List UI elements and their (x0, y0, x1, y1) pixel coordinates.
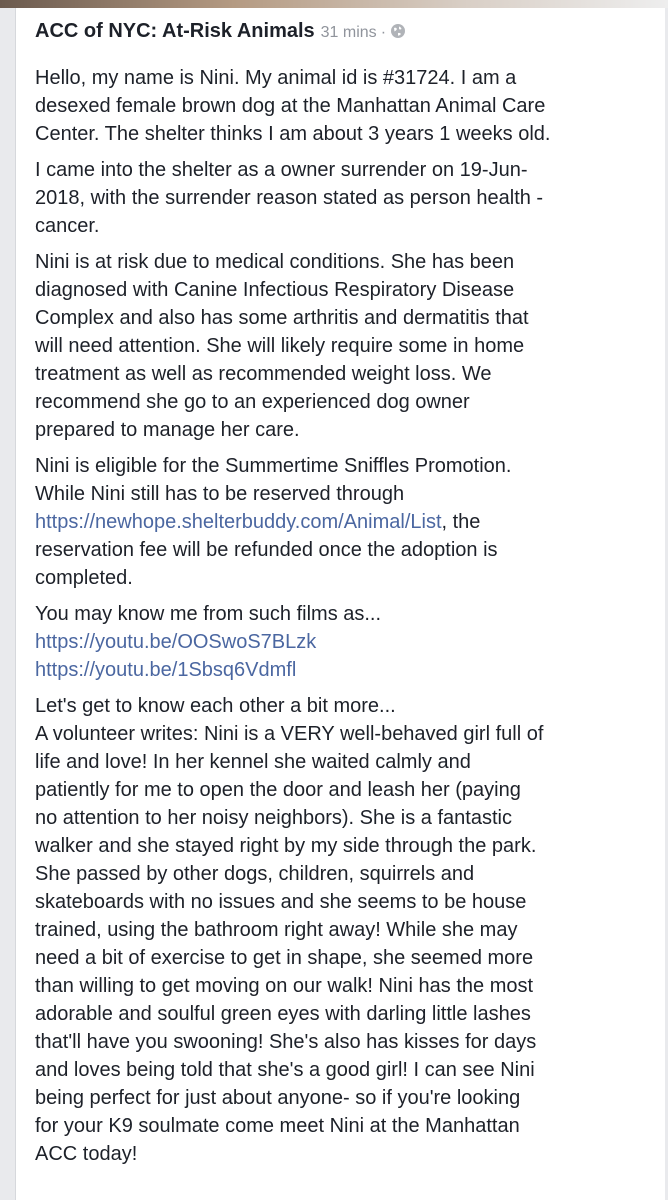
globe-icon (390, 23, 406, 39)
post-text: 2018, with the surrender reason stated as person health - (35, 187, 544, 209)
post-text: reservation fee will be refunded once the adoption is (35, 539, 498, 561)
post-line (35, 248, 635, 276)
post-text: will need attention. She will likely require some in home (35, 335, 525, 357)
post-text: need a bit of exercise to get in shape, she seemed more (35, 947, 534, 969)
post-line (35, 360, 635, 388)
post-line (35, 480, 635, 508)
post-line (35, 508, 635, 536)
post-text: Nini is at risk due to medical conditions. She has been (35, 251, 515, 273)
post-line (35, 92, 635, 120)
post-text: desexed female brown dog at the Manhattan Animal Care (35, 95, 546, 117)
post-text: completed. (35, 567, 133, 589)
post-paragraph (35, 452, 635, 592)
post-text: than willing to get moving on our walk! Nini has the most (35, 975, 534, 997)
meta-separator: · (380, 24, 387, 41)
post-line (35, 1056, 635, 1084)
post-text: for your K9 soulmate come meet Nini at the Manhattan (35, 1115, 520, 1137)
post-text: skateboards with no issues and she seems to be house (35, 891, 527, 913)
post-line (35, 276, 635, 304)
post-text: You may know me from such films as... (35, 603, 382, 625)
post-text: While Nini still has to be reserved through (35, 483, 405, 505)
post-text: prepared to manage her care. (35, 419, 300, 441)
post-paragraph (35, 692, 635, 1168)
post-link[interactable]: https://newhope.shelterbuddy.com/Animal/List (35, 511, 442, 533)
post-text: recommend she go to an experienced dog owner (35, 391, 470, 413)
post-text: trained, using the bathroom right away! While she may (35, 919, 518, 941)
post-line (35, 692, 635, 720)
post-header (35, 20, 406, 48)
post-text: diagnosed with Canine Infectious Respiratory Disease (35, 279, 515, 301)
post-text: patiently for me to open the door and leash her (paying (35, 779, 521, 801)
group-name-link[interactable]: ACC of NYC: At-Risk Animals (35, 20, 315, 42)
post-paragraph (35, 156, 635, 240)
post-line (35, 720, 635, 748)
post-body (35, 64, 635, 1176)
post-link[interactable]: https://youtu.be/OOSwoS7BLzk (35, 631, 317, 653)
post-card (15, 8, 665, 1200)
post-text: She passed by other dogs, children, squirrels and (35, 863, 475, 885)
post-text: A volunteer writes: Nini is a VERY well-behaved girl full of (35, 723, 544, 745)
post-text: Nini is eligible for the Summertime Sniffles Promotion. (35, 455, 512, 477)
post-line (35, 860, 635, 888)
post-line (35, 1140, 635, 1168)
post-text: I came into the shelter as a owner surrender on 19-Jun- (35, 159, 528, 181)
post-text: cancer. (35, 215, 100, 237)
post-line (35, 600, 635, 628)
post-line (35, 1112, 635, 1140)
post-text: walker and she stayed right by my side through the park. (35, 835, 537, 857)
post-paragraph (35, 600, 635, 684)
post-line (35, 888, 635, 916)
post-line (35, 64, 635, 92)
post-text: life and love! In her kennel she waited calmly and (35, 751, 471, 773)
post-link[interactable]: https://youtu.be/1Sbsq6Vdmfl (35, 659, 297, 681)
post-text: adorable and soulful green eyes with darling little lashes (35, 1003, 531, 1025)
post-line (35, 212, 635, 240)
post-text: and loves being told that she's a good girl! I can see Nini (35, 1059, 535, 1081)
post-text: Center. The shelter thinks I am about 3 years 1 weeks old. (35, 123, 551, 145)
post-text: treatment as well as recommended weight loss. We (35, 363, 492, 385)
post-line (35, 416, 635, 444)
post-line (35, 628, 635, 656)
post-line (35, 564, 635, 592)
post-line (35, 776, 635, 804)
post-line (35, 452, 635, 480)
post-line (35, 304, 635, 332)
post-line (35, 332, 635, 360)
post-text: Let's get to know each other a bit more... (35, 695, 396, 717)
cover-photo-strip (0, 0, 668, 8)
post-line (35, 972, 635, 1000)
post-text: , the (441, 511, 481, 533)
post-line (35, 120, 635, 148)
post-line (35, 748, 635, 776)
post-timestamp[interactable]: 31 mins (320, 24, 377, 41)
post-line (35, 184, 635, 212)
post-text: Complex and also has some arthritis and dermatitis that (35, 307, 529, 329)
post-line (35, 156, 635, 184)
post-text: no attention to her noisy neighbors). She is a fantastic (35, 807, 512, 829)
post-line (35, 1000, 635, 1028)
post-line (35, 804, 635, 832)
post-line (35, 388, 635, 416)
post-line (35, 832, 635, 860)
post-line (35, 536, 635, 564)
post-line (35, 1028, 635, 1056)
post-text: ACC today! (35, 1143, 138, 1165)
post-paragraph (35, 64, 635, 148)
post-text: Hello, my name is Nini. My animal id is #31724. I am a (35, 67, 517, 89)
post-paragraph (35, 248, 635, 444)
post-text: that'll have you swooning! She's also has kisses for days (35, 1031, 537, 1053)
post-line (35, 1084, 635, 1112)
post-line (35, 656, 635, 684)
post-text: being perfect for just about anyone- so if you're looking (35, 1087, 521, 1109)
post-line (35, 916, 635, 944)
post-line (35, 944, 635, 972)
